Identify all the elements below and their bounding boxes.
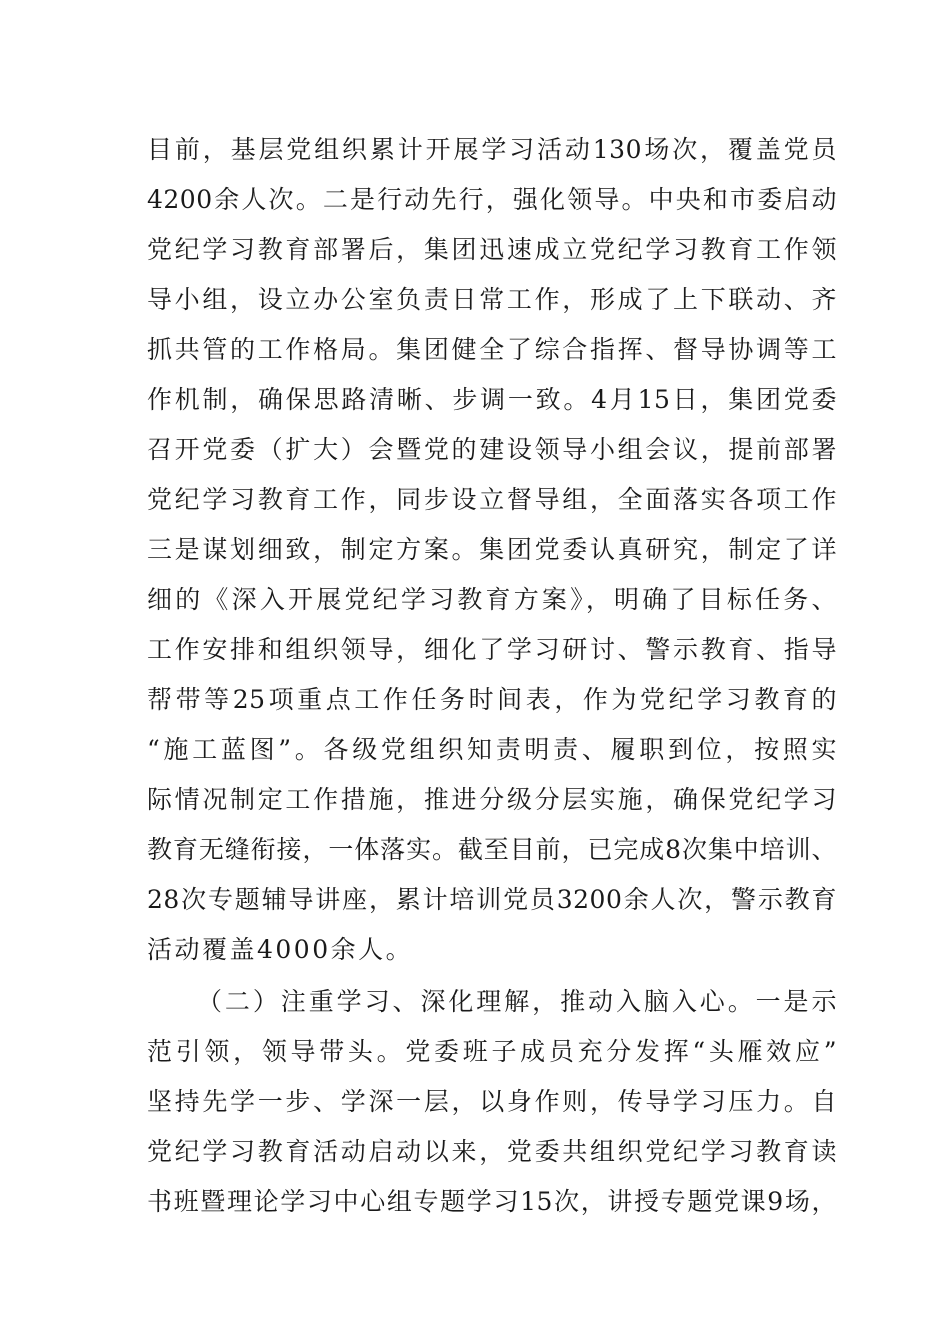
paragraph-last-line: 活动覆盖4000余人。 [147, 935, 414, 964]
text-line: 三是谋划细致，制定方案。集团党委认真研究，制定了详 [147, 535, 837, 564]
text-line: 帮带等25项重点工作任务时间表，作为党纪学习教育的 [147, 685, 837, 714]
text-line: 细的《深入开展党纪学习教育方案》，明确了目标任务、 [147, 585, 837, 614]
text-line: 作机制，确保思路清晰、步调一致。4月15日，集团党委 [147, 385, 837, 414]
text-line: 抓共管的工作格局。集团健全了综合指挥、督导协调等工 [147, 335, 837, 364]
text-line: 际情况制定工作措施，推进分级分层实施，确保党纪学习 [147, 785, 837, 814]
text-line: 目前，基层党组织累计开展学习活动130场次，覆盖党员 [147, 135, 837, 164]
text-line: 4200余人次。二是行动先行，强化领导。中央和市委启动 [147, 185, 837, 214]
text-line: 党纪学习教育活动启动以来，党委共组织党纪学习教育读 [147, 1137, 837, 1166]
text-line: 书班暨理论学习中心组专题学习15次，讲授专题党课9场， [147, 1187, 837, 1216]
text-line: 导小组，设立办公室负责日常工作，形成了上下联动、齐 [147, 285, 837, 314]
paragraph-first-line: （二）注重学习、深化理解，推动入脑入心。一是示 [197, 987, 837, 1016]
text-line: 28次专题辅导讲座，累计培训党员3200余人次，警示教育 [147, 885, 837, 914]
text-line: 工作安排和组织领导，细化了学习研讨、警示教育、指导 [147, 635, 837, 664]
text-line: 党纪学习教育部署后，集团迅速成立党纪学习教育工作领 [147, 235, 837, 264]
text-line: 坚持先学一步、学深一层，以身作则，传导学习压力。自 [147, 1087, 837, 1116]
text-line: 党纪学习教育工作，同步设立督导组，全面落实各项工作 [147, 485, 837, 514]
text-line: 召开党委（扩大）会暨党的建设领导小组会议，提前部署 [147, 435, 837, 464]
text-line: “施工蓝图”。各级党组织知责明责、履职到位，按照实 [147, 735, 837, 764]
text-line: 教育无缝衔接，一体落实。截至目前，已完成8次集中培训、 [147, 835, 837, 864]
text-line: 范引领，领导带头。党委班子成员充分发挥“头雁效应” [147, 1037, 837, 1066]
